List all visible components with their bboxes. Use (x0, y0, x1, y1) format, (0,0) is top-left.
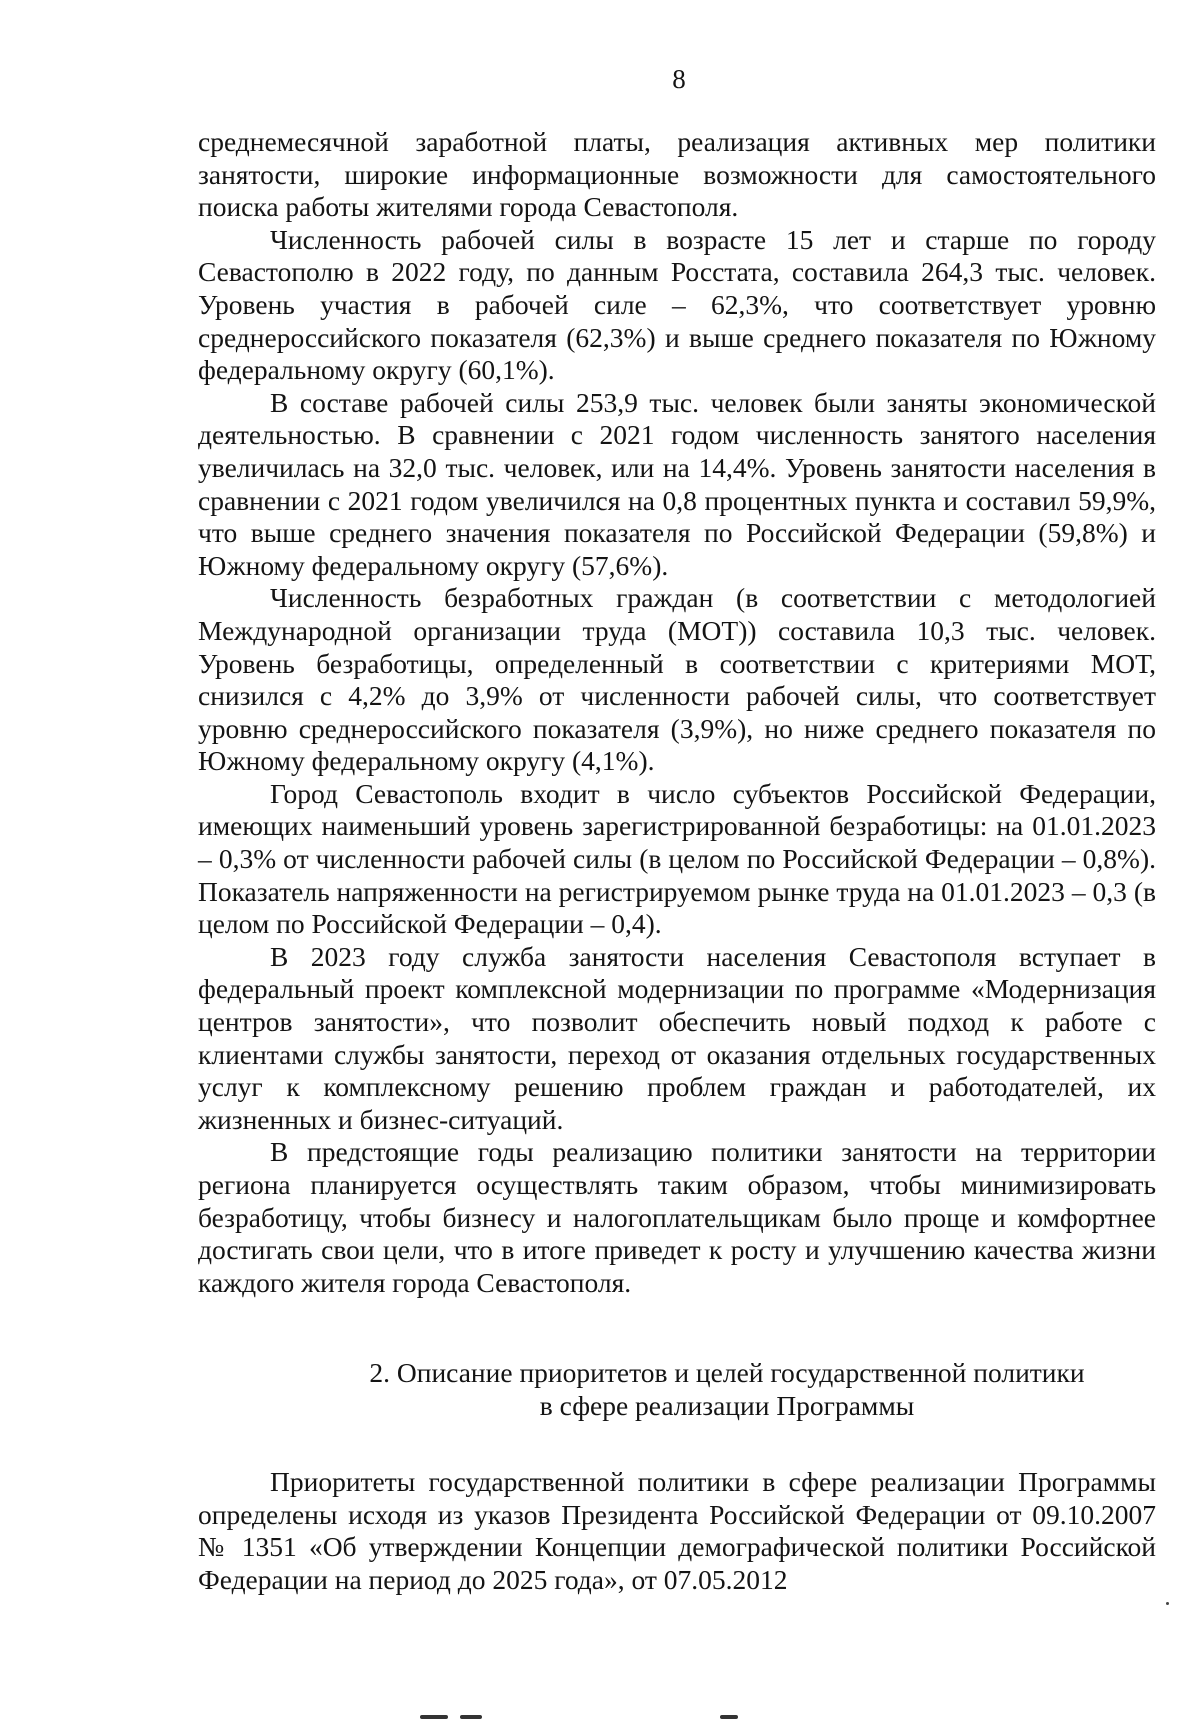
document-body (198, 126, 1156, 1299)
paragraph-modernization-project: В 2023 году служба занятости населения Севастополя вступает в федеральный проект комплексной модернизации по программе «Модернизация центров занятости», что позволит обеспечить новый подход к работе с клиентами службы занятости, переход от оказания отдельных государственных услуг к комплексному решению проблем граждан и работодателей, их жизненных и бизнес-ситуаций. (198, 940, 1156, 1135)
section-body (198, 1466, 1156, 1596)
paragraph-future-policy: В предстоящие годы реализацию политики занятости на территории региона планируется осуществлять таким образом, чтобы минимизировать безработицу, чтобы бизнесу и налогоплательщикам было проще и комфортнее достигать свои цели, что в итоге приведет к росту и улучшению качества жизни каждого жителя города Севастополя. (198, 1136, 1156, 1298)
paragraph-labor-force: Численность рабочей силы в возрасте 15 лет и старше по городу Севастополю в 2022 году, по данным Росстата, составила 264,3 тыс. человек. Уровень участия в рабочей силе – 62,3%, что соответствует уровню среднероссийского показателя (62,3%) и выше среднего показателя по Южному федеральному округу (60,1%). (198, 223, 1156, 386)
paragraph-priorities: Приоритеты государственной политики в сфере реализации Программы определены исходя из указов Президента Российской Федерации от 09.10.2007 № 1351 «Об утверждении Концепции демографической политики Российской Федерации на период до 2025 года», от 07.05.2012 (198, 1466, 1156, 1595)
next-page-bleed-artifact (420, 1712, 760, 1721)
section-heading-line-1: 2. Описание приоритетов и целей государственной политики (369, 1357, 1085, 1388)
scan-artifact-dot (1166, 1602, 1169, 1605)
paragraph-unemployment: Численность безработных граждан (в соответствии с методологией Международной организации труда (МОТ)) составила 10,3 тыс. человек. Уровень безработицы, определенный в соответствии с критериями МОТ, снизился с 4,2% до 3,9% от численности рабочей силы, что соответствует уровню среднероссийского показателя (3,9%), но ниже среднего показателя по Южному федеральному округу (4,1%). (198, 582, 1156, 777)
paragraph-employment: В составе рабочей силы 253,9 тыс. человек были заняты экономической деятельностью. В сравнении с 2021 годом численность занятого населения увеличилась на 32,0 тыс. человек, или на 14,4%. Уровень занятости населения в сравнении с 2021 годом увеличился на 0,8 процентных пункта и составил 59,9%, что выше среднего значения показателя по Российской Федерации (59,8%) и Южному федеральному округу (57,6%). (198, 386, 1156, 581)
paragraph-continuation: среднемесячной заработной платы, реализация активных мер политики занятости, широкие информационные возможности для самостоятельного поиска работы жителями города Севастополя. (198, 126, 1156, 223)
page-number: 8 (672, 64, 686, 94)
paragraph-registered-unemployment: Город Севастополь входит в число субъектов Российской Федерации, имеющих наименьший уровень зарегистрированной безработицы: на 01.01.2023 – 0,3% от численности рабочей силы (в целом по Российской Федерации – 0,8%). Показатель напряженности на регистрируемом рынке труда на 01.01.2023 – 0,3 (в целом по Российской Федерации – 0,4). (198, 777, 1156, 940)
section-heading-line-2: в сфере реализации Программы (539, 1389, 915, 1421)
section-heading (198, 1357, 1156, 1422)
